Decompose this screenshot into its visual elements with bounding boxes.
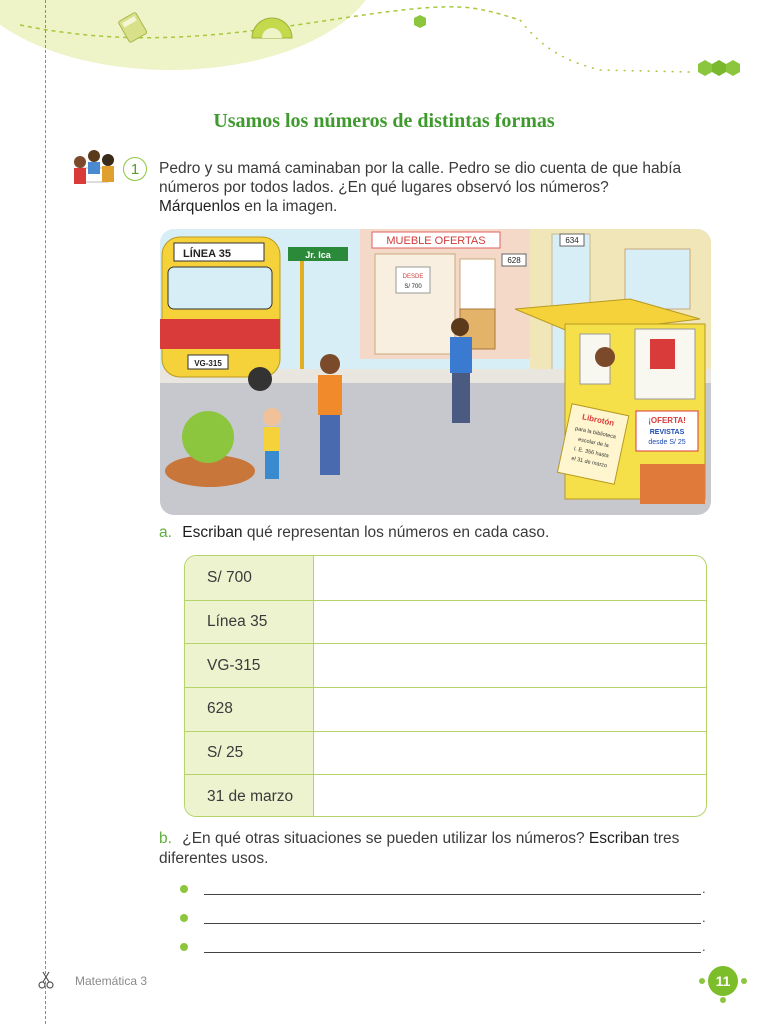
librotón-sign-title: Librotón <box>581 412 615 428</box>
bus <box>160 237 280 391</box>
line-end-dot: . <box>702 910 706 925</box>
instruction-text: Pedro y su mamá caminaban por la calle. Pedro se dio cuenta de que había números por todos lados. ¿En qué lugares observó los números? <box>159 160 682 196</box>
librotón-line-3: I. E. 356 hasta <box>573 446 610 460</box>
question-b-letter: b. <box>159 830 172 847</box>
house-number-628-text: 628 <box>507 256 521 265</box>
line-end-dot: . <box>702 939 706 954</box>
row-label: VG-315 <box>185 644 314 687</box>
answer-cell[interactable] <box>314 775 706 817</box>
store-sign-text: MUEBLE OFERTAS <box>386 235 486 247</box>
answer-cell[interactable] <box>314 688 706 731</box>
cube-icon <box>414 15 426 28</box>
group-work-icon <box>70 148 118 188</box>
answer-line[interactable] <box>204 894 701 895</box>
answer-cell[interactable] <box>314 556 706 600</box>
instruction-emphasis: Márquenlos <box>159 198 240 215</box>
price-tag-value: S/ 700 <box>404 284 422 290</box>
row-label: Línea 35 <box>185 601 314 644</box>
answer-cell[interactable] <box>314 732 706 775</box>
row-label: 31 de marzo <box>185 775 314 817</box>
license-plate-text: VG-315 <box>194 359 222 368</box>
line-end-dot: . <box>702 881 706 896</box>
table-row <box>185 643 706 687</box>
answer-cell[interactable] <box>314 601 706 644</box>
answer-line[interactable] <box>204 952 701 953</box>
answer-table <box>184 555 707 817</box>
row-label: S/ 25 <box>185 732 314 775</box>
librotón-line-4: el 31 de marzo <box>570 455 608 470</box>
row-label: 628 <box>185 688 314 731</box>
librotón-line-1: para la biblioteca <box>574 425 617 441</box>
scissors-icon <box>38 970 54 990</box>
cubes-icon <box>698 60 740 76</box>
house-number-634-text: 634 <box>565 236 579 245</box>
table-row <box>185 600 706 644</box>
row-label: S/ 700 <box>185 556 314 600</box>
protractor-icon <box>252 18 292 38</box>
activity-number: 1 <box>123 157 147 181</box>
bullet-icon <box>180 914 188 922</box>
bullet-icon <box>180 943 188 951</box>
street-scene-image[interactable] <box>160 229 711 515</box>
table-row <box>185 687 706 731</box>
page-number: 11 <box>708 966 738 996</box>
bullet-icon <box>180 885 188 893</box>
table-row <box>185 774 706 817</box>
question-b-emphasis: Escriban <box>588 830 650 847</box>
table-row <box>185 731 706 775</box>
instruction-end: en la imagen. <box>240 198 338 215</box>
activity-instructions <box>159 159 699 216</box>
question-a-text: qué representan los números en cada caso. <box>242 524 550 541</box>
question-b <box>159 829 719 869</box>
street-sign-text: Jr. Ica <box>305 250 331 260</box>
question-a <box>159 524 549 542</box>
book-title: Matemática 3 <box>75 974 148 988</box>
answer-line[interactable] <box>204 923 701 924</box>
price-tag-label: DESDE <box>402 274 424 280</box>
header-ornaments <box>0 0 768 90</box>
bus-route-text: LÍNEA 35 <box>183 248 231 260</box>
answer-cell[interactable] <box>314 644 706 687</box>
boy-pedro <box>263 408 281 479</box>
offer-sign-item: REVISTAS <box>649 429 685 436</box>
question-a-letter: a. <box>159 524 172 541</box>
offer-sign-title: ¡OFERTA! <box>648 416 686 425</box>
question-a-emphasis: Escriban <box>182 524 243 541</box>
question-b-text: ¿En qué otras situaciones se pueden utilizar los números? <box>182 830 589 847</box>
question-b-end: tres diferentes usos. <box>159 830 680 867</box>
librotón-line-2: escolar de la <box>577 436 610 450</box>
page-title: Usamos los números de distintas formas <box>213 110 555 132</box>
offer-sign-price: desde S/ 25 <box>648 439 686 446</box>
table-row <box>185 556 706 600</box>
cut-line <box>45 0 46 1024</box>
